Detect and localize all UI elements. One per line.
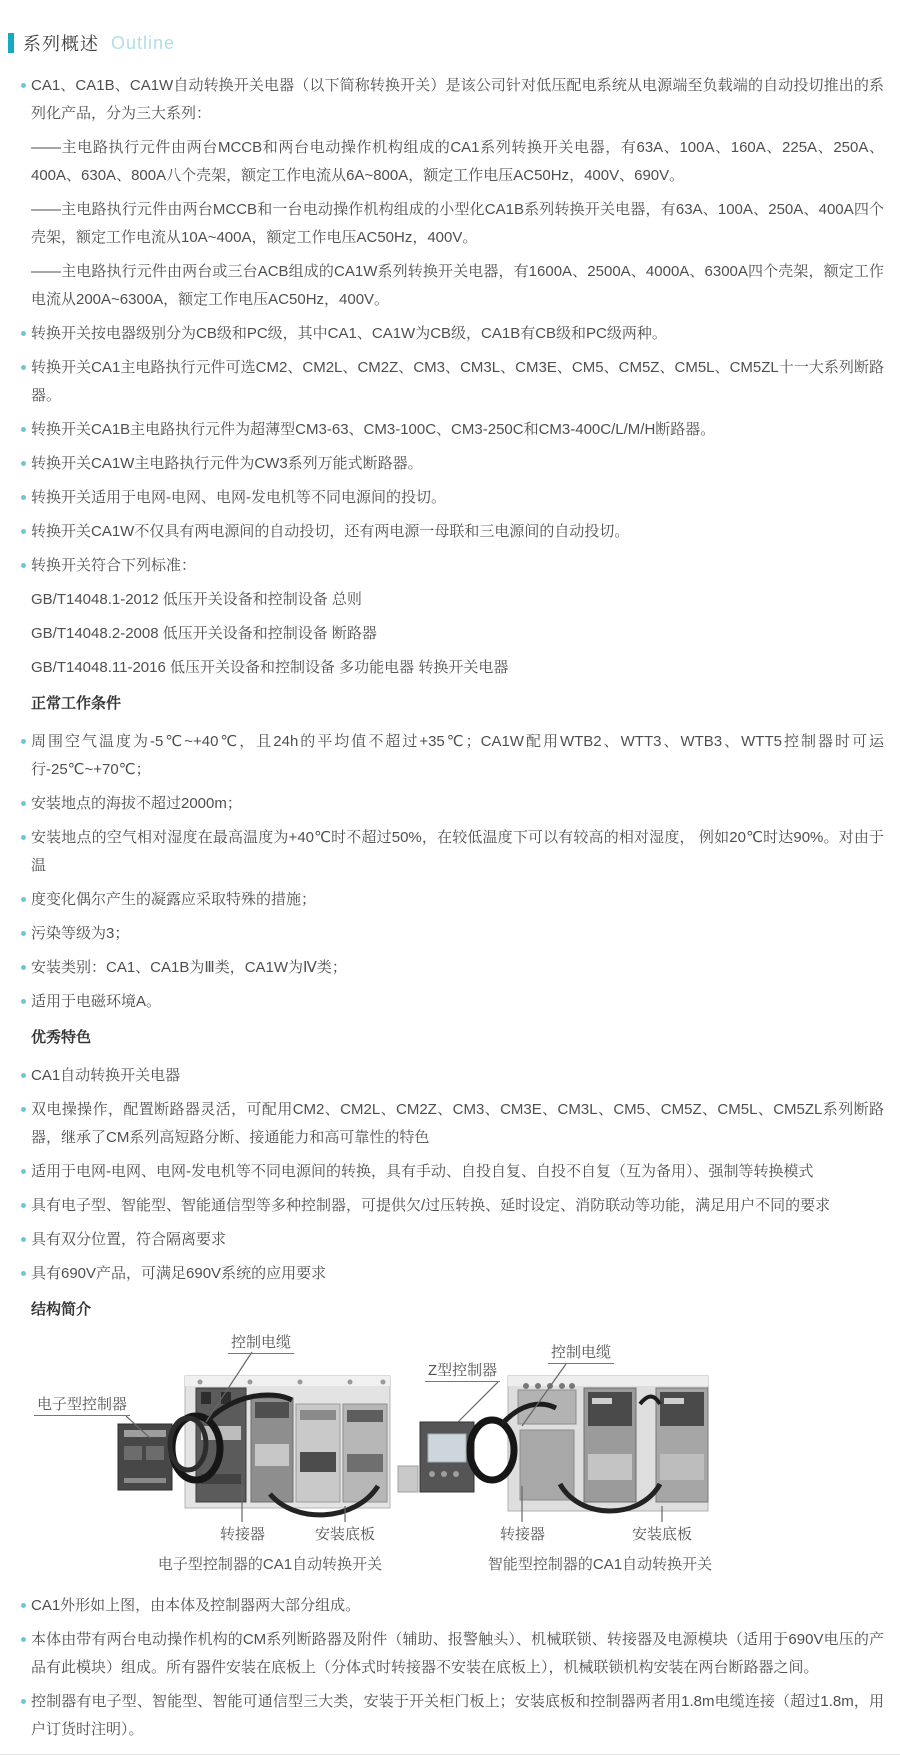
footer-list xyxy=(0,1592,900,1744)
paragraph xyxy=(22,1296,884,1324)
paragraph xyxy=(22,988,884,1016)
bullet-icon xyxy=(21,365,26,370)
left-cable-label: 控制电缆 xyxy=(228,1334,294,1354)
bullet-icon xyxy=(21,1637,26,1642)
paragraph-text: GB/T14048.11-2016 低压开关设备和控制设备 多功能电器 转换开关电器 xyxy=(31,659,509,676)
bullet-icon xyxy=(21,83,26,88)
paragraph xyxy=(22,824,884,880)
paragraph-text: 双电操操作，配置断路器灵活，可配用CM2、CM2L、CM2Z、CM3、CM3E、CM3L、CM5、CM5Z、CM5L、CM5ZL系列断路器，继承了CM系列高短路分断、接通能力和高可靠性的特色 xyxy=(31,1101,884,1146)
paragraph xyxy=(22,72,884,128)
paragraph xyxy=(22,1096,884,1152)
bullet-icon xyxy=(21,835,26,840)
right-figure-caption: 智能型控制器的CA1自动转换开关 xyxy=(487,1556,713,1573)
paragraph xyxy=(22,1226,884,1254)
paragraph-text: 转换开关CA1主电路执行元件可选CM2、CM2L、CM2Z、CM3、CM3L、CM3E、CM5、CM5Z、CM5L、CM5ZL十一大系列断路器。 xyxy=(31,359,884,404)
paragraph xyxy=(22,886,884,914)
paragraph-text: ——主电路执行元件由两台MCCB和一台电动操作机构组成的小型化CA1B系列转换开关电器，有63A、100A、250A、400A四个壳架，额定工作电流从10A~400A，额定工作电压AC50Hz，400V。 xyxy=(31,201,884,246)
right-controller-label: Z型控制器 xyxy=(425,1362,500,1382)
left-figure-caption: 电子型控制器的CA1自动转换开关 xyxy=(157,1556,383,1573)
paragraph-text: 安装地点的海拔不超过2000m； xyxy=(31,795,242,812)
paragraph-text: 转换开关CA1W不仅具有两电源间的自动投切，还有两电源一母联和三电源间的自动投切。 xyxy=(31,523,630,540)
paragraph-text: 具有690V产品，可满足690V系统的应用要求 xyxy=(31,1265,327,1282)
paragraph-text: 转换开关CA1W主电路执行元件为CW3系列万能式断路器。 xyxy=(31,455,423,472)
paragraph-text: 适用于电网-电网、电网-发电机等不同电源间的转换，具有手动、自投自复、自投不自复（互为备用）、强制等转换模式 xyxy=(31,1163,814,1180)
paragraph xyxy=(22,620,884,648)
paragraph-text: 控制器有电子型、智能型、智能可通信型三大类，安装于开关柜门板上；安装底板和控制器两者用1.8m电缆连接（超过1.8m，用户订货时注明）。 xyxy=(31,1693,884,1738)
bullet-icon xyxy=(21,563,26,568)
paragraph xyxy=(22,416,884,444)
paragraph xyxy=(22,196,884,252)
paragraph-text: 转换开关按电器级别分为CB级和PC级，其中CA1、CA1W为CB级，CA1B有CB级和PC级两种。 xyxy=(31,325,667,342)
bullet-icon xyxy=(21,461,26,466)
paragraph xyxy=(22,320,884,348)
paragraph-text: 安装类别：CA1、CA1B为Ⅲ类，CA1W为Ⅳ类； xyxy=(31,959,347,976)
paragraph xyxy=(22,1158,884,1186)
paragraph-text: 安装地点的空气相对湿度在最高温度为+40℃时不超过50%，在较低温度下可以有较高的相对湿度， 例如20℃时达90%。对由于温 xyxy=(31,829,884,874)
paragraph-text: 度变化偶尔产生的凝露应采取特殊的措施； xyxy=(31,891,317,908)
bullet-icon xyxy=(21,931,26,936)
paragraph xyxy=(22,484,884,512)
right-adapter-label: 转接器 xyxy=(500,1526,546,1543)
paragraph xyxy=(22,518,884,546)
paragraph xyxy=(22,134,884,190)
bullet-icon xyxy=(21,1107,26,1112)
paragraph-text: 正常工作条件 xyxy=(31,695,122,712)
paragraph xyxy=(22,954,884,982)
paragraph xyxy=(22,728,884,784)
left-controller-label: 电子型控制器 xyxy=(34,1396,130,1416)
paragraph-text: 优秀特色 xyxy=(31,1029,92,1046)
paragraph-text: 具有双分位置，符合隔离要求 xyxy=(31,1231,227,1248)
paragraph-text: CA1自动转换开关电器 xyxy=(31,1067,181,1084)
paragraph xyxy=(22,1024,884,1052)
paragraph-text: 周围空气温度为-5℃~+40℃，且24h的平均值不超过+35℃；CA1W配用WTB2、WTT3、WTB3、WTT5控制器时可运行-25℃~+70℃； xyxy=(31,733,884,778)
bullet-icon xyxy=(21,1169,26,1174)
paragraph xyxy=(22,1592,884,1620)
paragraph-text: 具有电子型、智能型、智能通信型等多种控制器，可提供欠/过压转换、延时设定、消防联动等功能，满足用户不同的要求 xyxy=(31,1197,831,1214)
bullet-icon xyxy=(21,999,26,1004)
bullet-icon xyxy=(21,331,26,336)
bullet-icon xyxy=(21,495,26,500)
paragraph xyxy=(22,1192,884,1220)
bullet-icon xyxy=(21,1237,26,1242)
accent-bar-icon xyxy=(8,33,14,53)
bullet-icon xyxy=(21,1603,26,1608)
paragraph-text: 转换开关CA1B主电路执行元件为超薄型CM3-63、CM3-100C、CM3-250C和CM3-400C/L/M/H断路器。 xyxy=(31,421,716,438)
paragraph-text: 结构简介 xyxy=(31,1301,92,1318)
paragraph-text: GB/T14048.1-2012 低压开关设备和控制设备 总则 xyxy=(31,591,362,608)
left-adapter-label: 转接器 xyxy=(220,1526,266,1543)
right-baseplate-label: 安装底板 xyxy=(632,1526,693,1543)
paragraph xyxy=(22,1626,884,1682)
right-cable-label: 控制电缆 xyxy=(548,1344,614,1364)
paragraph xyxy=(22,586,884,614)
bullet-icon xyxy=(21,1271,26,1276)
structure-figure xyxy=(0,1334,900,1586)
section-header xyxy=(8,30,900,56)
paragraph xyxy=(22,552,884,580)
bullet-icon xyxy=(21,1203,26,1208)
paragraph xyxy=(22,1062,884,1090)
bullet-icon xyxy=(21,427,26,432)
section-subtitle: Outline xyxy=(111,32,176,53)
bullet-icon xyxy=(21,529,26,534)
paragraph xyxy=(22,654,884,682)
paragraph-text: CA1外形如上图，由本体及控制器两大部分组成。 xyxy=(31,1597,361,1614)
bullet-icon xyxy=(21,1699,26,1704)
paragraph xyxy=(22,450,884,478)
paragraph-text: GB/T14048.2-2008 低压开关设备和控制设备 断路器 xyxy=(31,625,377,642)
paragraph xyxy=(22,1260,884,1288)
paragraph-text: 转换开关适用于电网-电网、电网-发电机等不同电源间的投切。 xyxy=(31,489,446,506)
paragraph xyxy=(22,258,884,314)
section-title: 系列概述 xyxy=(23,34,99,54)
paragraph-text: 本体由带有两台电动操作机构的CM系列断路器及附件（辅助、报警触头）、机械联锁、转接器及电源模块（适用于690V电压的产品有此模块）组成。所有器件安装在底板上（分体式时转接器不安装在底板上），机械联锁机构安装在两台断路器之间。 xyxy=(31,1631,884,1676)
paragraph-text: 污染等级为3； xyxy=(31,925,130,942)
paragraph xyxy=(22,1688,884,1744)
bullet-icon xyxy=(21,1073,26,1078)
paragraph-text: CA1、CA1B、CA1W自动转换开关电器（以下简称转换开关）是该公司针对低压配电系统从电源端至负载端的自动投切推出的系列化产品，分为三大系列： xyxy=(31,77,884,122)
bullet-icon xyxy=(21,897,26,902)
paragraph-text: ——主电路执行元件由两台或三台ACB组成的CA1W系列转换开关电器，有1600A、2500A、4000A、6300A四个壳架，额定工作电流从200A~6300A，额定工作电压AC50Hz，400V。 xyxy=(31,263,884,308)
paragraph-text: 转换开关符合下列标准： xyxy=(31,557,197,574)
content-list xyxy=(0,72,900,1324)
left-baseplate-label: 安装底板 xyxy=(315,1526,376,1543)
bullet-icon xyxy=(21,965,26,970)
paragraph-text: ——主电路执行元件由两台MCCB和两台电动操作机构组成的CA1系列转换开关电器，有63A、100A、160A、225A、250A、400A、630A、800A八个壳架，额定工作电流从6A~800A，额定工作电压AC50Hz，400V、690V。 xyxy=(31,139,884,184)
paragraph-text: 适用于电磁环境A。 xyxy=(31,993,162,1010)
paragraph xyxy=(22,690,884,718)
paragraph xyxy=(22,354,884,410)
paragraph xyxy=(22,920,884,948)
bullet-icon xyxy=(21,801,26,806)
paragraph xyxy=(22,790,884,818)
bullet-icon xyxy=(21,739,26,744)
